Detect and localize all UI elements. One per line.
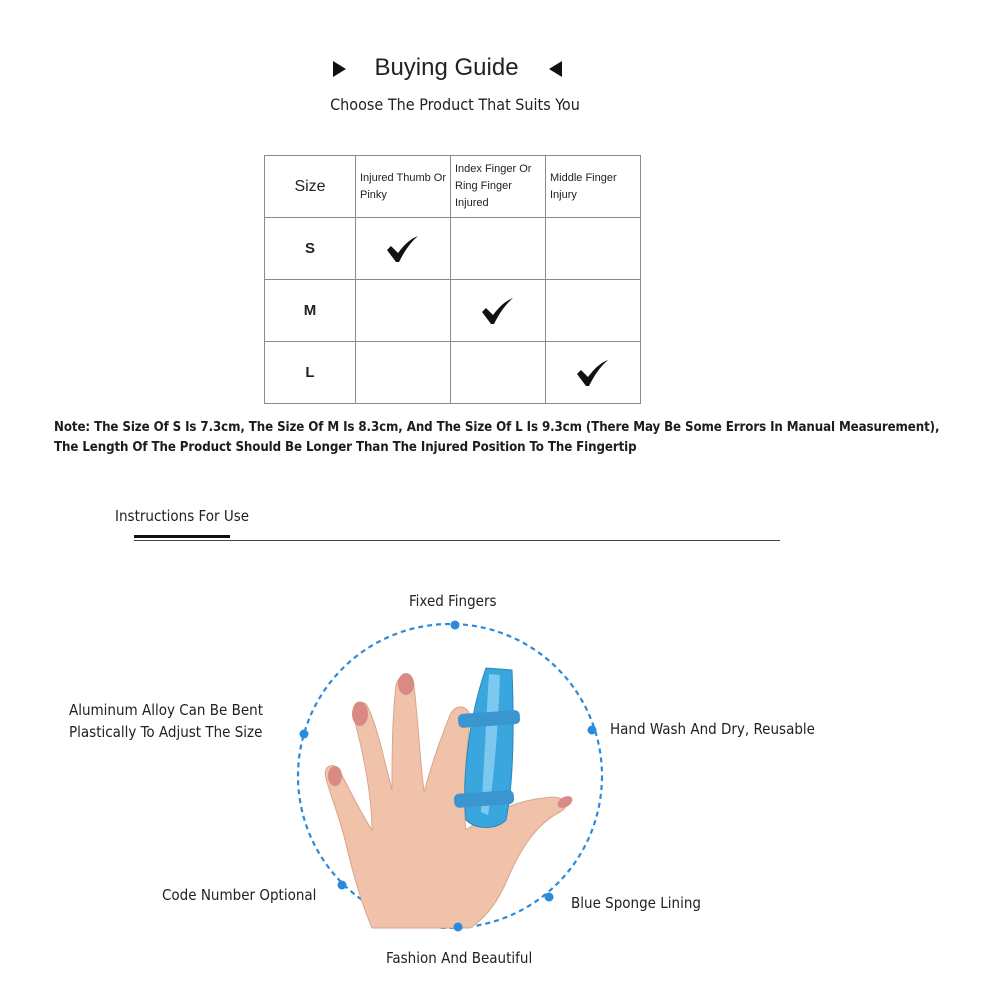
feature-label-left-2: Plastically To Adjust The Size <box>69 723 263 741</box>
page-title: Buying Guide <box>374 54 519 81</box>
section-underline <box>134 535 230 538</box>
table-cell <box>451 342 546 404</box>
header <box>0 52 1002 86</box>
feature-label-bottom-right: Blue Sponge Lining <box>571 894 701 912</box>
check-icon <box>576 359 610 387</box>
connector-dot <box>451 621 460 630</box>
table-cell <box>546 280 641 342</box>
feature-label-top: Fixed Fingers <box>409 592 497 610</box>
size-table <box>264 155 641 404</box>
note-line: The Length Of The Product Should Be Longer Than The Injured Position To The Fingertip <box>54 440 637 455</box>
check-icon <box>386 235 420 263</box>
section-title: Instructions For Use <box>115 507 250 525</box>
table-cell <box>546 342 641 404</box>
feature-diagram <box>0 560 1002 1002</box>
connector-dot <box>300 730 309 739</box>
table-header-middle: Middle Finger Injury <box>546 156 641 218</box>
triangle-left-icon <box>549 61 562 77</box>
page-subtitle: Choose The Product That Suits You <box>330 95 580 114</box>
feature-label-left: Aluminum Alloy Can Be Bent <box>69 701 264 719</box>
table-row <box>265 280 641 342</box>
feature-label-bottom-left: Code Number Optional <box>162 886 317 904</box>
table-cell <box>546 218 641 280</box>
table-header-row <box>265 156 641 218</box>
nail <box>352 702 368 726</box>
size-note <box>54 418 954 458</box>
table-header-size: Size <box>265 156 356 218</box>
table-header-index-ring: Index Finger Or Ring Finger Injured <box>451 156 546 218</box>
table-cell <box>356 342 451 404</box>
table-header-thumb-pinky: Injured Thumb Or Pinky <box>356 156 451 218</box>
size-label: S <box>265 218 356 280</box>
check-icon <box>481 297 515 325</box>
note-line: Note: The Size Of S Is 7.3cm, The Size Of M Is 8.3cm, And The Size Of L Is 9.3cm (There May Be Some Errors In Manual Measurement), <box>54 420 940 435</box>
size-label: L <box>265 342 356 404</box>
table-cell <box>451 280 546 342</box>
feature-label-bottom: Fashion And Beautiful <box>386 949 533 967</box>
hand-image <box>325 673 574 928</box>
feature-label-right: Hand Wash And Dry, Reusable <box>610 720 815 738</box>
section-divider <box>134 540 780 541</box>
connector-dot <box>338 881 347 890</box>
connector-dot <box>454 923 463 932</box>
table-cell <box>451 218 546 280</box>
size-label: M <box>265 280 356 342</box>
connector-dot <box>588 726 597 735</box>
connector-dot <box>545 893 554 902</box>
table-row <box>265 342 641 404</box>
nail <box>398 673 414 695</box>
table-cell <box>356 280 451 342</box>
diagram-graphic <box>0 560 1002 1002</box>
nail <box>328 766 342 786</box>
table-cell <box>356 218 451 280</box>
table-row <box>265 218 641 280</box>
